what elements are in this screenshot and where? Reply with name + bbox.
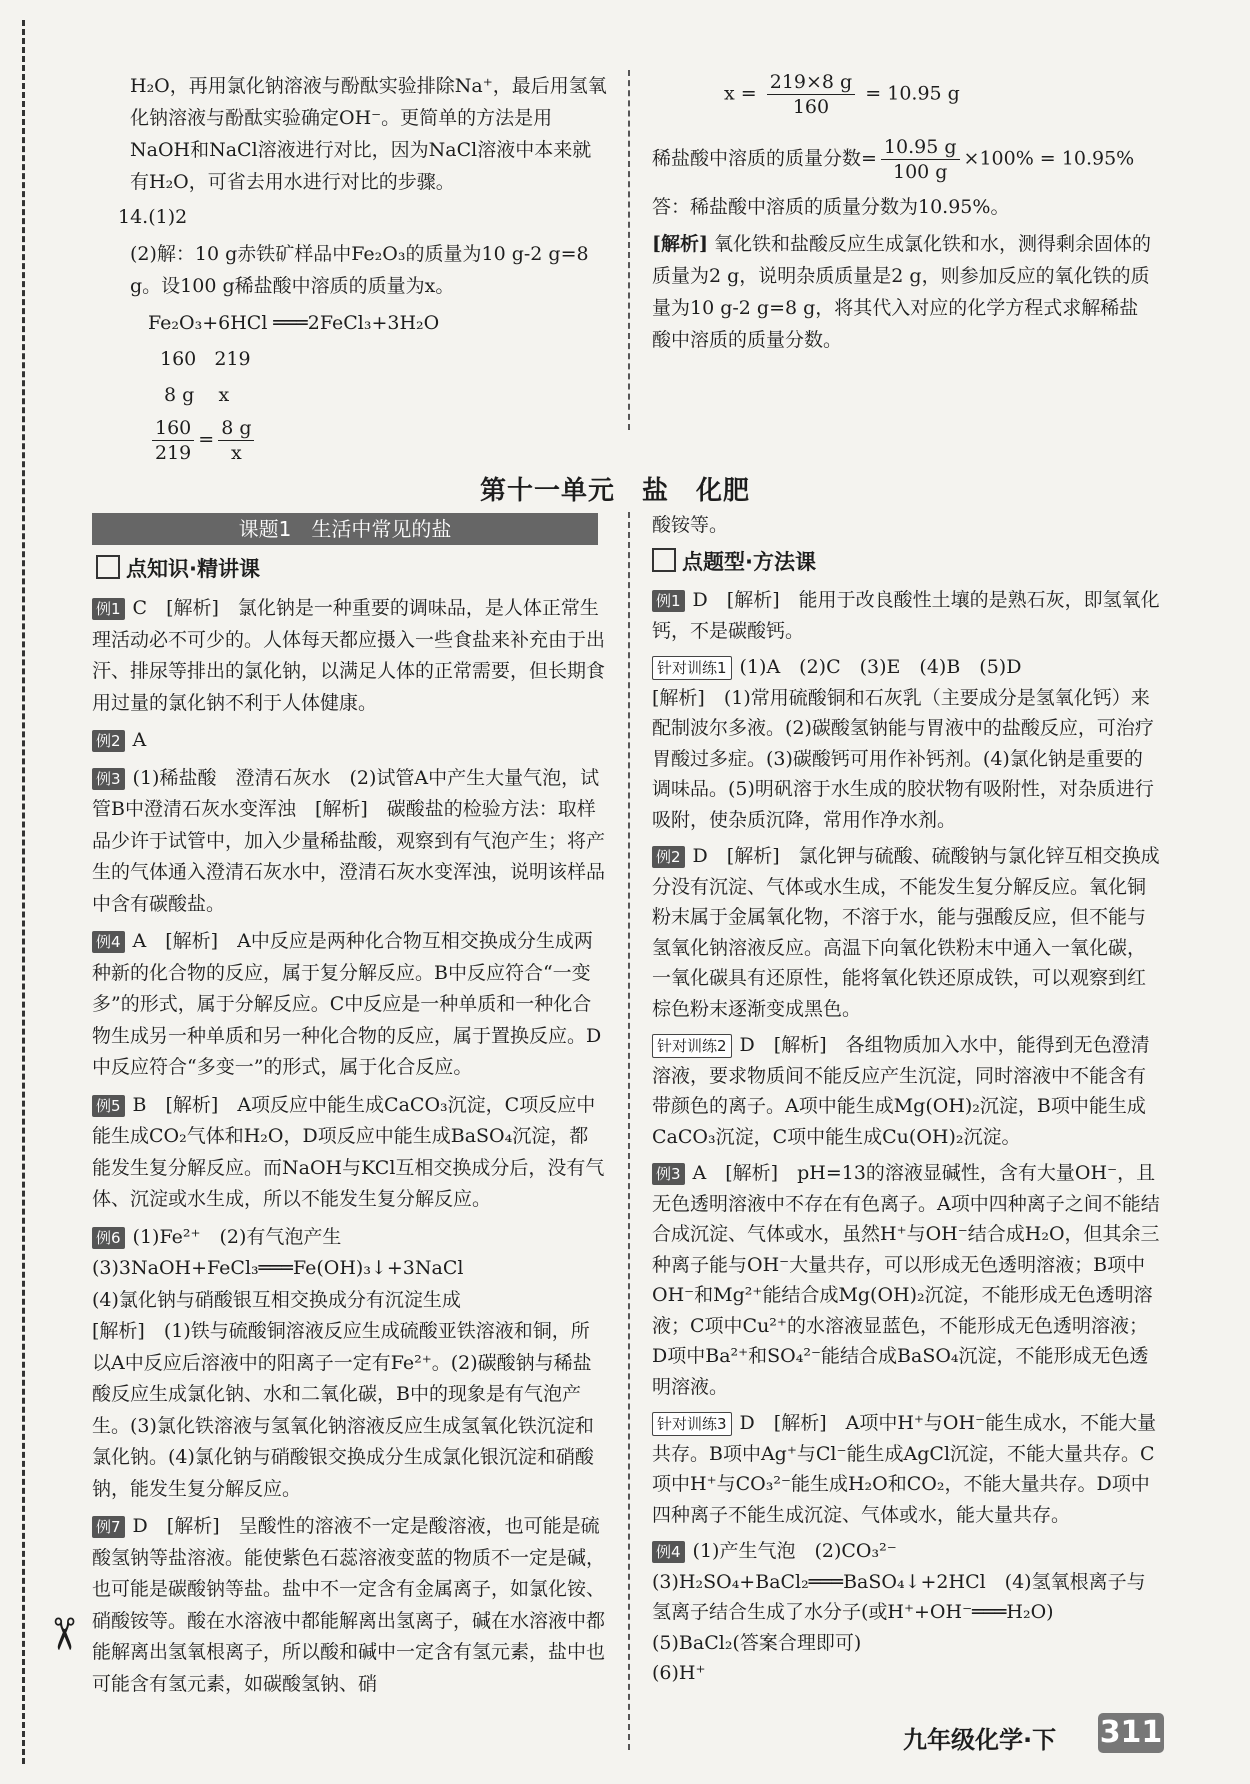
- column-divider: [628, 512, 630, 1750]
- example-6-equation: (3)3NaOH+FeCl₃═══Fe(OH)₃↓+3NaCl: [92, 1257, 464, 1279]
- example-6: [92, 1222, 606, 1254]
- mass-fraction-denominator: 100 g: [892, 161, 948, 183]
- example-2: [92, 725, 606, 757]
- training-text: (1)A (2)C (3)E (4)B (5)D: [739, 656, 1022, 678]
- example-text: C [解析] 氯化钠是一种重要的调味品，是人体正常生理活动必不可少的。人体每天都应摄入一些食盐来补充由于出汗、排尿等排出的氯化钠，以满足人体的正常需要，但长期食用过量的氯化钠不利于人体健康。: [92, 597, 606, 714]
- book-icon: [652, 548, 676, 572]
- top-right-column: [652, 70, 1157, 362]
- training-2: [652, 1030, 1160, 1152]
- example-text: (1)稀盐酸 澄清石灰水 (2)试管A中产生大量气泡，试管B中澄清石灰水变浑浊 [解析] 碳酸盐的检验方法：取样品少许于试管中，加入少量稀盐酸，观察到有气泡产生；将产生的气体通入澄清石灰水中，澄清石灰水变浑浊，说明该样品中含有碳酸盐。: [92, 766, 606, 915]
- example-tag: 例3: [92, 768, 125, 790]
- x-numerator: 219×8 g: [767, 70, 855, 95]
- example-1: [652, 585, 1160, 646]
- example-text: A: [132, 729, 147, 751]
- footer-label: 九年级化学·下: [903, 1726, 1057, 1754]
- example-tag: 例4: [92, 931, 125, 953]
- ratio-denominator: x: [230, 442, 242, 464]
- lesson-title: 课题1 生活中常见的盐: [92, 513, 598, 545]
- example-text: A [解析] A中反应是两种化合物互相交换成分生成两种新的化合物的反应，属于复分解反应。B中反应符合“一变多”的形式，属于分解反应。C中反应是一种单质和一种化合物生成另一种单质和另一种化合物的反应，属于置换反应。D中反应符合“多变一”的形式，属于化合反应。: [92, 930, 602, 1078]
- example-tag: 例6: [92, 1227, 125, 1249]
- example-text: B [解析] A项反应中能生成CaCO₃沉淀，C项反应中能生成CO₂气体和H₂O，D项反应中能生成BaSO₄沉淀，都能发生复分解反应。而NaOH与KCl互相交换成分后，没有气体、沉淀或水生成，所以不能发生复分解反应。: [92, 1093, 605, 1210]
- analysis-text: 氧化铁和盐酸反应生成氯化铁和水，测得剩余固体的质量为2 g，说明杂质质量是2 g，则参加反应的氧化铁的质量为10 g-2 g=8 g，将其代入对应的化学方程式求解稀盐酸中溶质的质量分数。: [652, 233, 1151, 351]
- example-tag: 例2: [652, 846, 685, 868]
- right-section-title: 点题型·方法课: [682, 549, 816, 574]
- scissors-icon: ✂: [37, 1615, 89, 1653]
- example-tag: 例4: [652, 1541, 685, 1563]
- example-text: D [解析] 呈酸性的溶液不一定是酸溶液，也可能是硫酸氢钠等盐溶液。能使紫色石蕊溶液变蓝的物质不一定是碱，也可能是碳酸钠等盐。盐中不一定含有金属离子，如氯化铵、硝酸铵等。酸在水溶液中都能解离出氢离子，碱在水溶液中都能解离出氢氧根离子，所以酸和碱中一定含有氢元素，盐中也可能含有氢元素，如碳酸氢钠、硝: [92, 1515, 606, 1695]
- equation-masses: 160 219: [160, 348, 251, 370]
- bottom-right-column: [652, 510, 1160, 1695]
- ratio-denominator: 219: [155, 442, 192, 464]
- x-denominator: 160: [792, 96, 830, 118]
- mass-fraction: [652, 135, 1157, 184]
- book-icon: [96, 555, 120, 579]
- example-tag: 例7: [92, 1516, 125, 1538]
- mass-fraction-result: ×100% = 10.95%: [963, 147, 1135, 170]
- example-text: D [解析] 氯化钾与硫酸、硫酸钠与氯化锌互相交换成分没有沉淀、气体或水生成，不能发生复分解反应。氧化铜粉末属于金属氧化物，不溶于水，能与强酸反应，但不能与氢氧化钠溶液反应。高温下向氧化铁粉末中通入一氧化碳，一氧化碳具有还原性，能将氧化铁还原成铁，可以观察到红棕色粉末逐渐变成黑色。: [652, 845, 1160, 1020]
- mass-fraction-numerator: 10.95 g: [881, 135, 960, 160]
- paragraph: H₂O，再用氯化钠溶液与酚酞实验排除Na⁺，最后用氢氧化钠溶液与酚酞实验确定OH⁻。更简单的方法是用NaOH和NaCl溶液进行对比，因为NaCl溶液中本来就有H₂O，可省去用水进行对比的步骤。: [130, 75, 607, 193]
- x-label: x =: [724, 82, 757, 105]
- analysis-tag: [解析]: [652, 233, 708, 255]
- example-7: [92, 1511, 606, 1700]
- example-3: [652, 1158, 1160, 1402]
- example-tag: 例1: [652, 590, 685, 612]
- example-6-analysis: [解析] (1)铁与硫酸铜溶液反应生成硫酸亚铁溶液和铜，所以A中反应后溶液中的阳离子一定有Fe²⁺。(2)碳酸钠与稀盐酸反应生成氯化钠、水和二氧化碳，B中的现象是有气泡产生。(3)氯化铁溶液与氢氧化钠溶液反应生成氢氧化铁沉淀和氯化钠。(4)氯化钠与硝酸银交换成分生成氯化银沉淀和硝酸钠，能发生复分解反应。: [92, 1320, 594, 1500]
- example-text: (1)产生气泡 (2)CO₃²⁻ (3)H₂SO₄+BaCl₂═══BaSO₄↓+2HCl (4)氢氧根离子与氢离子结合生成了水分子(或H⁺+OH⁻═══H₂O) (5)BaCl₂(答案合理即可): [652, 1540, 1146, 1654]
- bottom-left-column: [92, 593, 606, 1706]
- training-tag: 针对训练2: [652, 1034, 732, 1058]
- example-5: [92, 1090, 606, 1216]
- example-tag: 例2: [92, 730, 125, 752]
- training-tag: 针对训练1: [652, 656, 732, 680]
- training-text: D [解析] A项中H⁺与OH⁻能生成水，不能大量共存。B项中Ag⁺与Cl⁻能生成AgCl沉淀，不能大量共存。C项中H⁺与CO₃²⁻能生成H₂O和CO₂，不能大量共存。D项中四种离子不能生成沉淀、气体或水，能大量共存。: [652, 1412, 1157, 1526]
- chemical-equation: Fe₂O₃+6HCl ═══2FeCl₃+3H₂O: [148, 312, 440, 334]
- answer: 答：稀盐酸中溶质的质量分数为10.95%。: [652, 196, 1010, 218]
- x-result: = 10.95 g: [865, 82, 960, 105]
- example-text: D [解析] 能用于改良酸性土壤的是熟石灰，即氢氧化钙，不是碳酸钙。: [652, 589, 1160, 642]
- column-divider: [628, 70, 630, 430]
- analysis: [652, 228, 1157, 356]
- training-text: D [解析] 各组物质加入水中，能得到无色澄清溶液，要求物质间不能反应产生沉淀，同时溶液中不能含有带颜色的离子。A项中能生成Mg(OH)₂沉淀，B项中能生成CaCO₃沉淀，C项中能生成Cu(OH)₂沉淀。: [652, 1034, 1150, 1148]
- training-1-analysis: [解析] (1)常用硫酸铜和石灰乳（主要成分是氢氧化钙）来配制波尔多液。(2)碳酸氢钠能与胃液中的盐酸反应，可治疗胃酸过多症。(3)碳酸钙可用作补钙剂。(4)氯化钠是重要的调味品。(5)明矾溶于水生成的胶状物有吸附性，对杂质进行吸附，使杂质沉降，常用作净水剂。: [652, 686, 1154, 831]
- left-section-heading: [96, 553, 260, 583]
- example-tag: 例3: [652, 1163, 685, 1185]
- example-2: [652, 841, 1160, 1024]
- left-section-title: 点知识·精讲课: [126, 557, 260, 581]
- continuation: 酸铵等。: [652, 514, 729, 536]
- cut-line: [22, 20, 25, 1764]
- ratio-numerator: 160: [152, 416, 194, 441]
- training-tag: 针对训练3: [652, 1412, 732, 1436]
- example-1: [92, 593, 606, 719]
- training-1: [652, 652, 1160, 683]
- unit-title: 第十一单元 盐 化肥: [480, 476, 751, 506]
- example-text: (1)Fe²⁺ (2)有气泡产生: [132, 1225, 342, 1248]
- example-tag: 例1: [92, 598, 125, 620]
- mass-fraction-label: 稀盐酸中溶质的质量分数=: [652, 147, 877, 170]
- page-number: 311: [1098, 1713, 1164, 1753]
- example-text: A [解析] pH=13的溶液显碱性，含有大量OH⁻，且无色透明溶液中不存在有色离子。A项中四种离子之间不能结合成沉淀、气体或水，虽然H⁺与OH⁻结合成H₂O，但其余三种离子能与OH⁻大量共存，可以形成无色透明溶液；B项中OH⁻和Mg²⁺能结合成Mg(OH)₂沉淀，不能形成无色透明溶液；C项中Cu²⁺的水溶液显蓝色，不能形成无色透明溶液；D项中Ba²⁺和SO₄²⁻能结合成BaSO₄沉淀，不能形成无色透明溶液。: [652, 1162, 1160, 1398]
- example-4: [92, 926, 606, 1084]
- example-3: [92, 763, 606, 921]
- x-calculation: [652, 70, 1157, 119]
- ratio: $\frac{160}{219}$ = $\frac{8 g}{x}$: [118, 416, 610, 465]
- right-section-heading: [652, 547, 1160, 578]
- question-14-2: (2)解：10 g赤铁矿样品中Fe₂O₃的质量为10 g-2 g=8 g。设100 g稀盐酸中溶质的质量为x。: [130, 243, 589, 297]
- question-14-1: 14.(1)2: [118, 206, 188, 228]
- training-3: [652, 1408, 1160, 1530]
- example-6-part-4: (4)氯化钠与硝酸银互相交换成分有沉淀生成: [92, 1288, 461, 1311]
- example-4: [652, 1536, 1160, 1658]
- example-tag: 例5: [92, 1095, 125, 1117]
- equation-values: 8 g x: [164, 384, 230, 406]
- example-4-part-6: (6)H⁺: [652, 1662, 706, 1684]
- ratio-numerator: 8 g: [218, 416, 254, 441]
- top-left-column: [118, 70, 610, 465]
